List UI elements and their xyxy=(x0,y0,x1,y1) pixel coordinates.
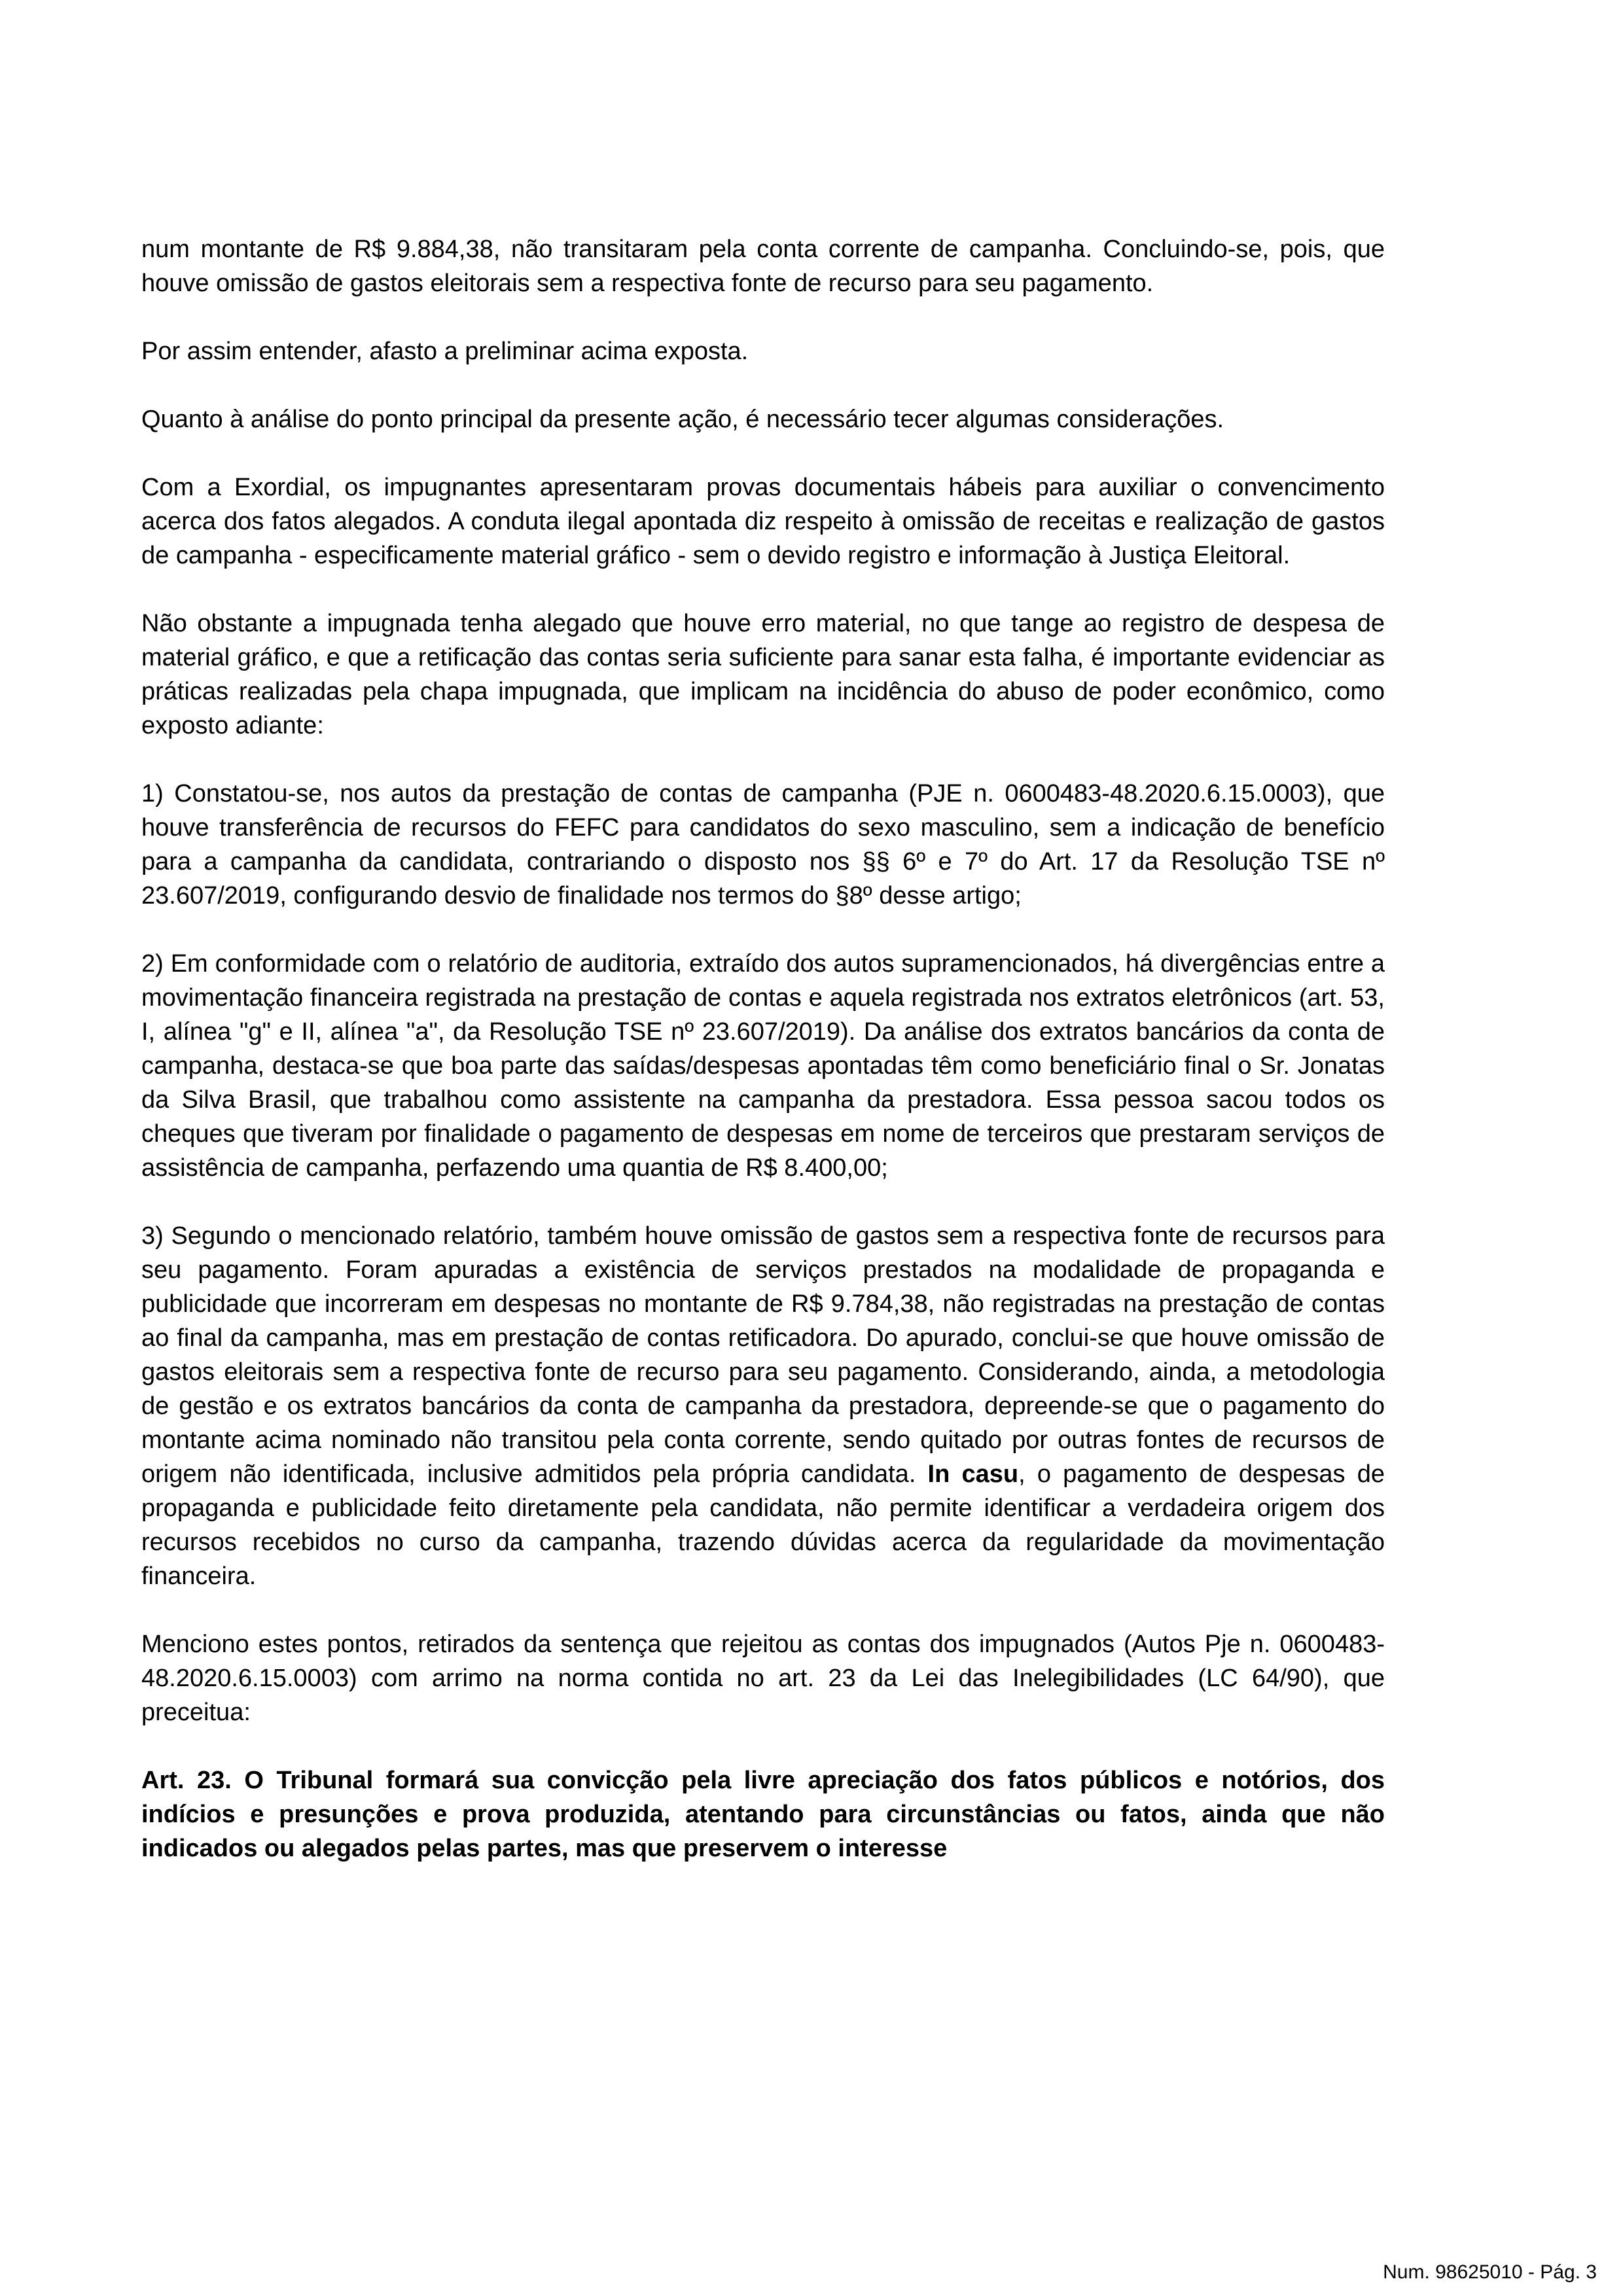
paragraph-material-error: Não obstante a impugnada tenha alegado que houve erro material, no que tange ao registro de despesa de material gráfico, e que a retificação das contas seria suficiente para sanar esta falha, é importante evidenciar as práticas realizadas pela chapa impugnada, que implicam na incidência do abuso de poder econômico, como exposto adiante: xyxy=(141,610,1385,739)
paragraph-preliminary: Por assim entender, afasto a preliminar acima exposta. xyxy=(141,338,749,365)
paragraph-item-3 xyxy=(141,1219,1385,1593)
paragraph-item-1: 1) Constatou-se, nos autos da prestação de contas de campanha (PJE n. 0600483-48.2020.6.15.0003), que houve transferência de recursos do FEFC para candidatos do sexo masculino, sem a indicação de benefício para a campanha da candidata, contrariando o disposto nos §§ 6º e 7º do Art. 17 da Resolução TSE nº 23.607/2019, configurando desvio de finalidade nos termos do §8º desse artigo; xyxy=(141,780,1385,910)
page-footer: Num. 98625010 - Pág. 3 xyxy=(1383,2261,1597,2283)
paragraph-exordial: Com a Exordial, os impugnantes apresentaram provas documentais hábeis para auxiliar o convencimento acerca dos fatos alegados. A conduta ilegal apontada diz respeito à omissão de receitas e realização de gastos de campanha - especificamente material gráfico - sem o devido registro e informação à Justiça Eleitoral. xyxy=(141,474,1385,569)
paragraph-mention: Menciono estes pontos, retirados da sentença que rejeitou as contas dos impugnados (Autos Pje n. 0600483-48.2020.6.15.0003) com arrimo na norma contida no art. 23 da Lei das Inelegibilidades (LC 64/90), que preceitua: xyxy=(141,1631,1385,1726)
document-body xyxy=(141,232,1385,1865)
paragraph-art-23-quote: Art. 23. O Tribunal formará sua convicção pela livre apreciação dos fatos públicos e notórios, dos indícios e presunções e prova produzida, atentando para circunstâncias ou fatos, ainda que não indicados ou alegados pelas partes, mas que preservem o interesse xyxy=(141,1767,1385,1862)
paragraph-analysis: Quanto à análise do ponto principal da presente ação, é necessário tecer algumas considerações. xyxy=(141,406,1224,433)
item-3-in-casu: In casu xyxy=(927,1460,1019,1488)
paragraph-intro: num montante de R$ 9.884,38, não transitaram pela conta corrente de campanha. Concluindo-se, pois, que houve omissão de gastos eleitorais sem a respectiva fonte de recurso para seu pagamento. xyxy=(141,236,1385,297)
paragraph-item-2: 2) Em conformidade com o relatório de auditoria, extraído dos autos supramencionados, há divergências entre a movimentação financeira registrada na prestação de contas e aquela registrada nos extratos eletrônicos (art. 53, I, alínea "g" e II, alínea "a", da Resolução TSE nº 23.607/2019). Da análise dos extratos bancários da conta de campanha, destaca-se que boa parte das saídas/despesas apontadas têm como beneficiário final o Sr. Jonatas da Silva Brasil, que trabalhou como assistente na campanha da prestadora. Essa pessoa sacou todos os cheques que tiveram por finalidade o pagamento de despesas em nome de terceiros que prestaram serviços de assistência de campanha, perfazendo uma quantia de R$ 8.400,00; xyxy=(141,950,1385,1182)
item-3-text-before: 3) Segundo o mencionado relatório, também houve omissão de gastos sem a respectiva fonte de recursos para seu pagamento. Foram apuradas a existência de serviços prestados na modalidade de propaganda e publicidade que incorreram em despesas no montante de R$ 9.784,38, não registradas na prestação de contas ao final da campanha, mas em prestação de contas retificadora. Do apurado, conclui-se que houve omissão de gastos eleitorais sem a respectiva fonte de recurso para seu pagamento. Considerando, ainda, a metodologia de gestão e os extratos bancários da conta de campanha da prestadora, depreende-se que o pagamento do montante acima nominado não transitou pela conta corrente, sendo quitado por outras fontes de recursos de origem não identificada, inclusive admitidos pela própria candidata. xyxy=(141,1222,1385,1488)
item-3-text-after: , o pagamento de despesas de propaganda e publicidade feito diretamente pela candidata, não permite identificar a verdadeira origem dos recursos recebidos no curso da campanha, trazendo dúvidas acerca da regularidade da movimentação financeira. xyxy=(141,1460,1385,1590)
